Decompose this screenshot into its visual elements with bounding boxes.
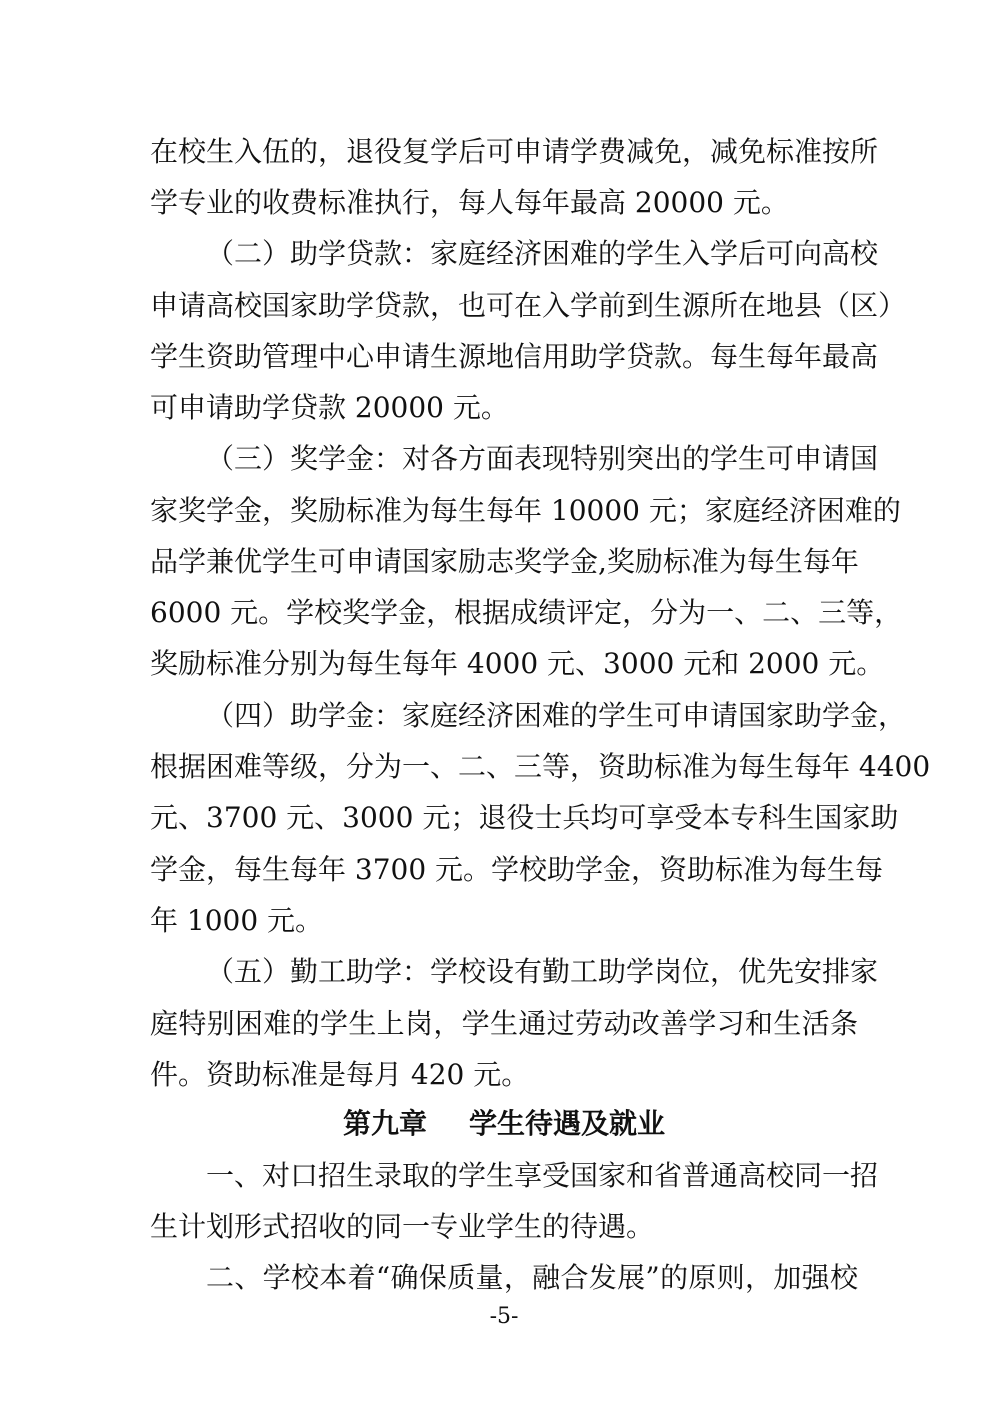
body-text-line: 年 1000 元。	[150, 904, 324, 937]
body-text-line: 根据困难等级，分为一、二、三等，资助标准为每生每年 4400	[150, 750, 931, 783]
body-text-line: 奖励标准分别为每生每年 4000 元、3000 元和 2000 元。	[150, 647, 885, 680]
paragraph-work-study: （五）勤工助学：学校设有勤工助学岗位，优先安排家	[206, 955, 879, 988]
paragraph-principle: 二、学校本着“确保质量，融合发展”的原则，加强校	[206, 1261, 858, 1294]
body-text-line: 庭特别困难的学生上岗，学生通过劳动改善学习和生活条	[150, 1007, 858, 1040]
body-text-line: 申请高校国家助学贷款，也可在入学前到生源所在地县（区）	[150, 289, 907, 322]
page-number: -5-	[489, 1304, 519, 1329]
chapter-number: 第九章	[342, 1107, 427, 1140]
body-text-line: 学专业的收费标准执行，每人每年最高 20000 元。	[150, 186, 789, 219]
chapter-heading	[0, 1106, 1008, 1142]
body-text-line: 学金，每生每年 3700 元。学校助学金，资助标准为每生每	[150, 853, 884, 886]
body-text-line: 可申请助学贷款 20000 元。	[150, 391, 509, 424]
body-text-line: 件。资助标准是每月 420 元。	[150, 1058, 530, 1091]
chapter-title: 学生待遇及就业	[469, 1107, 666, 1140]
paragraph-student-loan: （二）助学贷款：家庭经济困难的学生入学后可向高校	[206, 237, 879, 270]
body-text-line: 生计划形式招收的同一专业学生的待遇。	[150, 1210, 655, 1243]
body-text-line: 元、3700 元、3000 元；退役士兵均可享受本专科生国家助	[150, 801, 899, 834]
paragraph-grant: （四）助学金：家庭经济困难的学生可申请国家助学金，	[206, 699, 907, 732]
body-text-line: 家奖学金，奖励标准为每生每年 10000 元；家庭经济困难的	[150, 494, 901, 527]
paragraph-scholarship: （三）奖学金：对各方面表现特别突出的学生可申请国	[206, 442, 879, 475]
body-text-line: 在校生入伍的，退役复学后可申请学费减免，减免标准按所	[150, 135, 879, 168]
body-text-line: 品学兼优学生可申请国家励志奖学金,奖励标准为每生每年	[150, 545, 859, 578]
body-text-line: 学生资助管理中心申请生源地信用助学贷款。每生每年最高	[150, 340, 879, 373]
body-text-line: 6000 元。学校奖学金，根据成绩评定，分为一、二、三等，	[150, 596, 903, 629]
paragraph-treatment: 一、对口招生录取的学生享受国家和省普通高校同一招	[206, 1159, 879, 1192]
